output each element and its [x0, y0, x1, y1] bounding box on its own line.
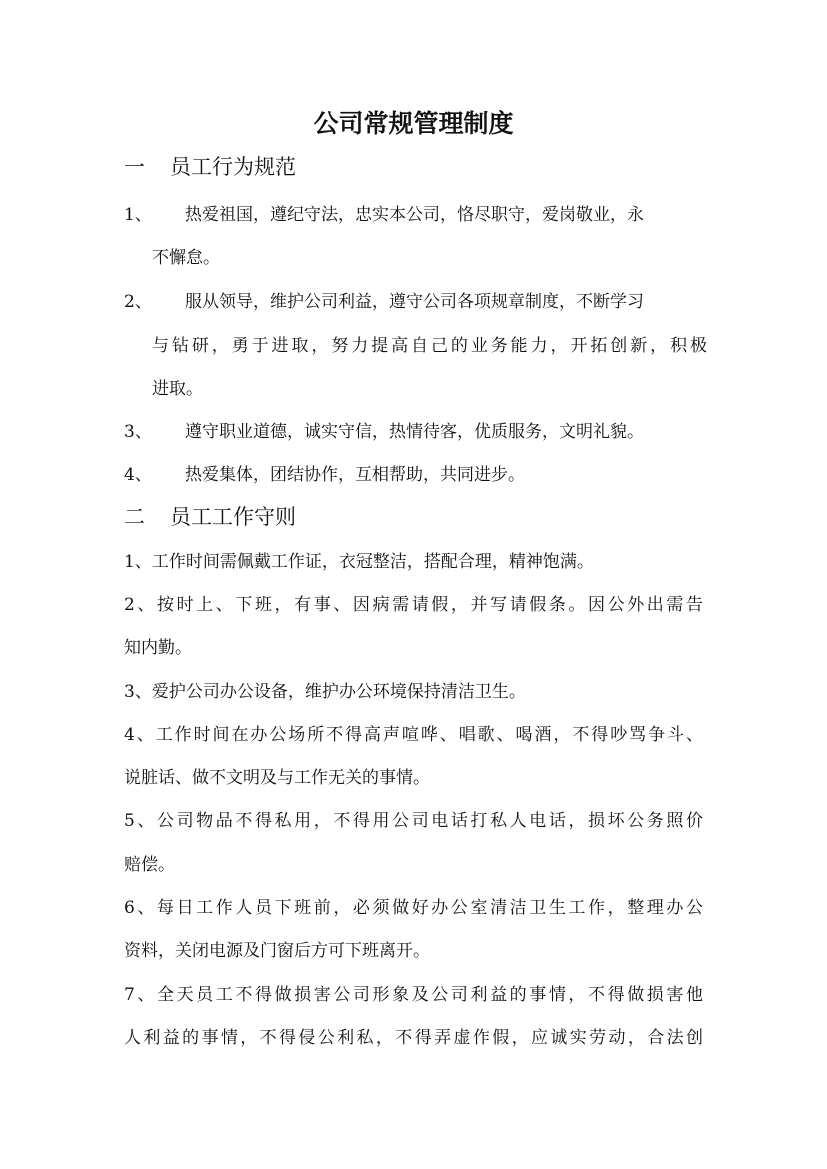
- list-item-text: 热爱祖国，遵纪守法，忠实本公司，恪尽职守，爱岗敬业，永: [185, 205, 644, 225]
- rule-text: 1、工作时间需佩戴工作证，衣冠整洁，搭配合理，精神饱满。: [124, 552, 594, 572]
- section-title: 员工工作守则: [170, 505, 296, 529]
- list-item-number: 2、: [124, 292, 152, 312]
- section-title: 员工行为规范: [170, 155, 296, 179]
- rule-text: 4、工作时间在办公场所不得高声喧哗、唱歌、喝酒，不得吵骂争斗、: [124, 725, 703, 745]
- section-number: 二: [124, 505, 145, 529]
- rule-text: 7、全天员工不得做损害公司形象及公司利益的事情，不得做损害他: [124, 985, 703, 1005]
- document-title: 公司常规管理制度: [313, 109, 514, 138]
- list-item-text: 进取。: [152, 379, 203, 399]
- rule-text: 3、爱护公司办公设备，维护办公环境保持清洁卫生。: [124, 682, 526, 702]
- rule-text: 5、公司物品不得私用，不得用公司电话打私人电话，损坏公务照价: [124, 811, 703, 831]
- section-heading-2: [124, 501, 296, 531]
- list-item-text: 不懈怠。: [152, 248, 220, 268]
- list-item-text: 遵守职业道德，诚实守信，热情待客，优质服务，文明礼貌。: [185, 422, 644, 442]
- list-item-number: 3、: [124, 422, 152, 442]
- section-heading-1: [124, 151, 296, 181]
- rule-text: 说脏话、做不文明及与工作无关的事情。: [124, 768, 430, 788]
- rule-text: 知内勤。: [124, 638, 192, 658]
- rule-text: 赔偿。: [124, 855, 175, 875]
- list-item-number: 4、: [124, 465, 152, 485]
- rule-text: 2、按时上、下班，有事、因病需请假，并写请假条。因公外出需告: [124, 595, 703, 615]
- rule-text: 6、每日工作人员下班前，必须做好办公室清洁卫生工作，整理办公: [124, 898, 703, 918]
- list-item-text: 服从领导，维护公司利益，遵守公司各项规章制度，不断学习: [185, 292, 644, 312]
- rule-text: 人利益的事情，不得侵公利私，不得弄虚作假，应诚实劳动，合法创: [124, 1028, 703, 1048]
- section-number: 一: [124, 155, 145, 179]
- list-item-text: 热爱集体，团结协作，互相帮助，共同进步。: [185, 465, 525, 485]
- rule-text: 资料，关闭电源及门窗后方可下班离开。: [124, 941, 430, 961]
- list-item-text: 与钻研，勇于进取，努力提高自己的业务能力，开拓创新，积极: [152, 336, 707, 356]
- list-item-number: 1、: [124, 205, 152, 225]
